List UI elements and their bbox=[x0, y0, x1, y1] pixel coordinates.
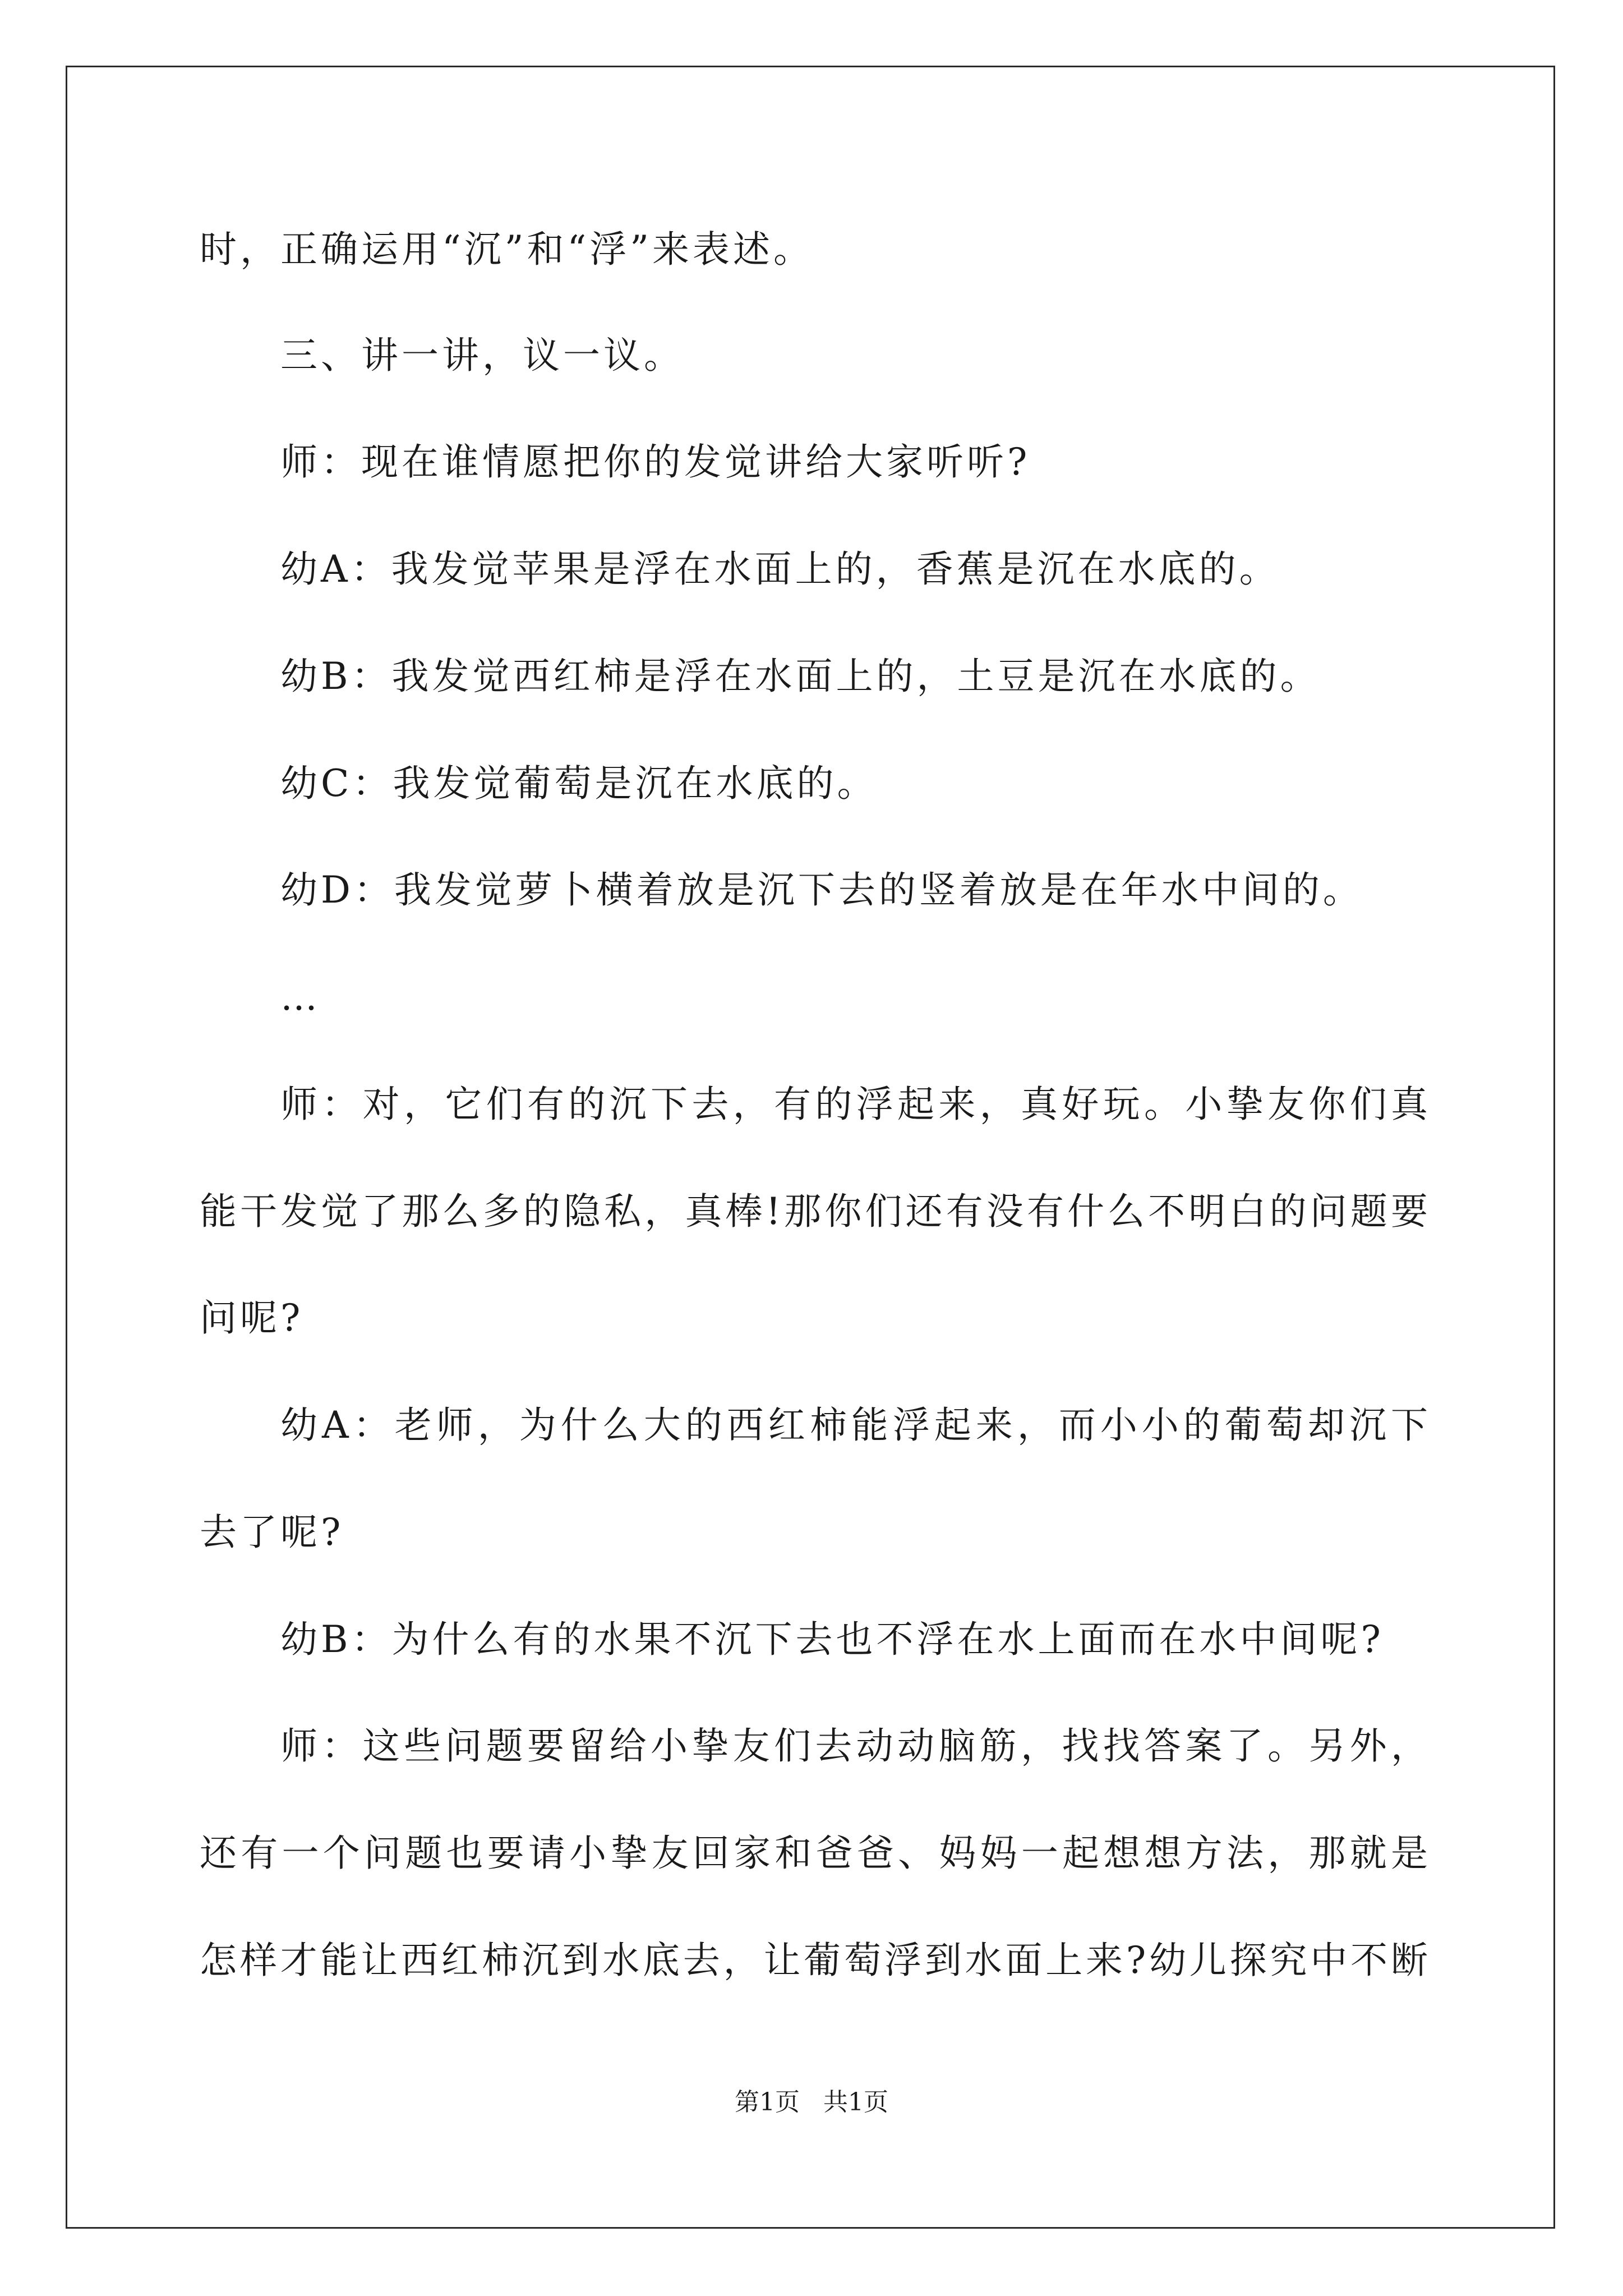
text-line: 幼D：我发觉萝卜横着放是沉下去的竖着放是在年水中间的。 bbox=[280, 868, 1363, 912]
text-line: 师：这些问题要留给小挚友们去动动脑筋，找找答案了。另外， bbox=[280, 1724, 1428, 1768]
section-heading: 三、讲一讲，议一议。 bbox=[280, 334, 684, 377]
text-line: 去了呢? bbox=[200, 1511, 344, 1554]
text-line: 幼C：我发觉葡萄是沉在水底的。 bbox=[280, 762, 878, 805]
text-line: 怎样才能让西红柿沉到水底去，让葡萄浮到水面上来?幼儿探究中不断 bbox=[200, 1939, 1428, 1982]
text-line: 幼B：为什么有的水果不沉下去也不浮在水上面而在水中间呢? bbox=[280, 1618, 1384, 1661]
text-line: 时，正确运用“沉”和“浮”来表述。 bbox=[200, 228, 814, 271]
text-line: 师：现在谁情愿把你的发觉讲给大家听听? bbox=[280, 440, 1031, 484]
text-line: 能干发觉了那么多的隐私，真棒!那你们还有没有什么不明白的问题要 bbox=[200, 1190, 1428, 1233]
page-border bbox=[66, 66, 1555, 2229]
text-line: 师：对，它们有的沉下去，有的浮起来，真好玩。小挚友你们真 bbox=[280, 1083, 1428, 1126]
text-line: 还有一个问题也要请小挚友回家和爸爸、妈妈一起想想方法，那就是 bbox=[200, 1832, 1428, 1875]
text-line: 幼A：老师，为什么大的西红柿能浮起来，而小小的葡萄却沉下 bbox=[280, 1404, 1428, 1447]
text-line: 问呢? bbox=[200, 1296, 304, 1340]
text-line: 幼A：我发觉苹果是浮在水面上的，香蕉是沉在水底的。 bbox=[280, 547, 1280, 591]
ellipsis-line: … bbox=[280, 976, 321, 1019]
text-line: 幼B：我发觉西红柿是浮在水面上的，土豆是沉在水底的。 bbox=[280, 655, 1321, 698]
page-number-footer: 第1页 共1页 bbox=[735, 2088, 888, 2116]
